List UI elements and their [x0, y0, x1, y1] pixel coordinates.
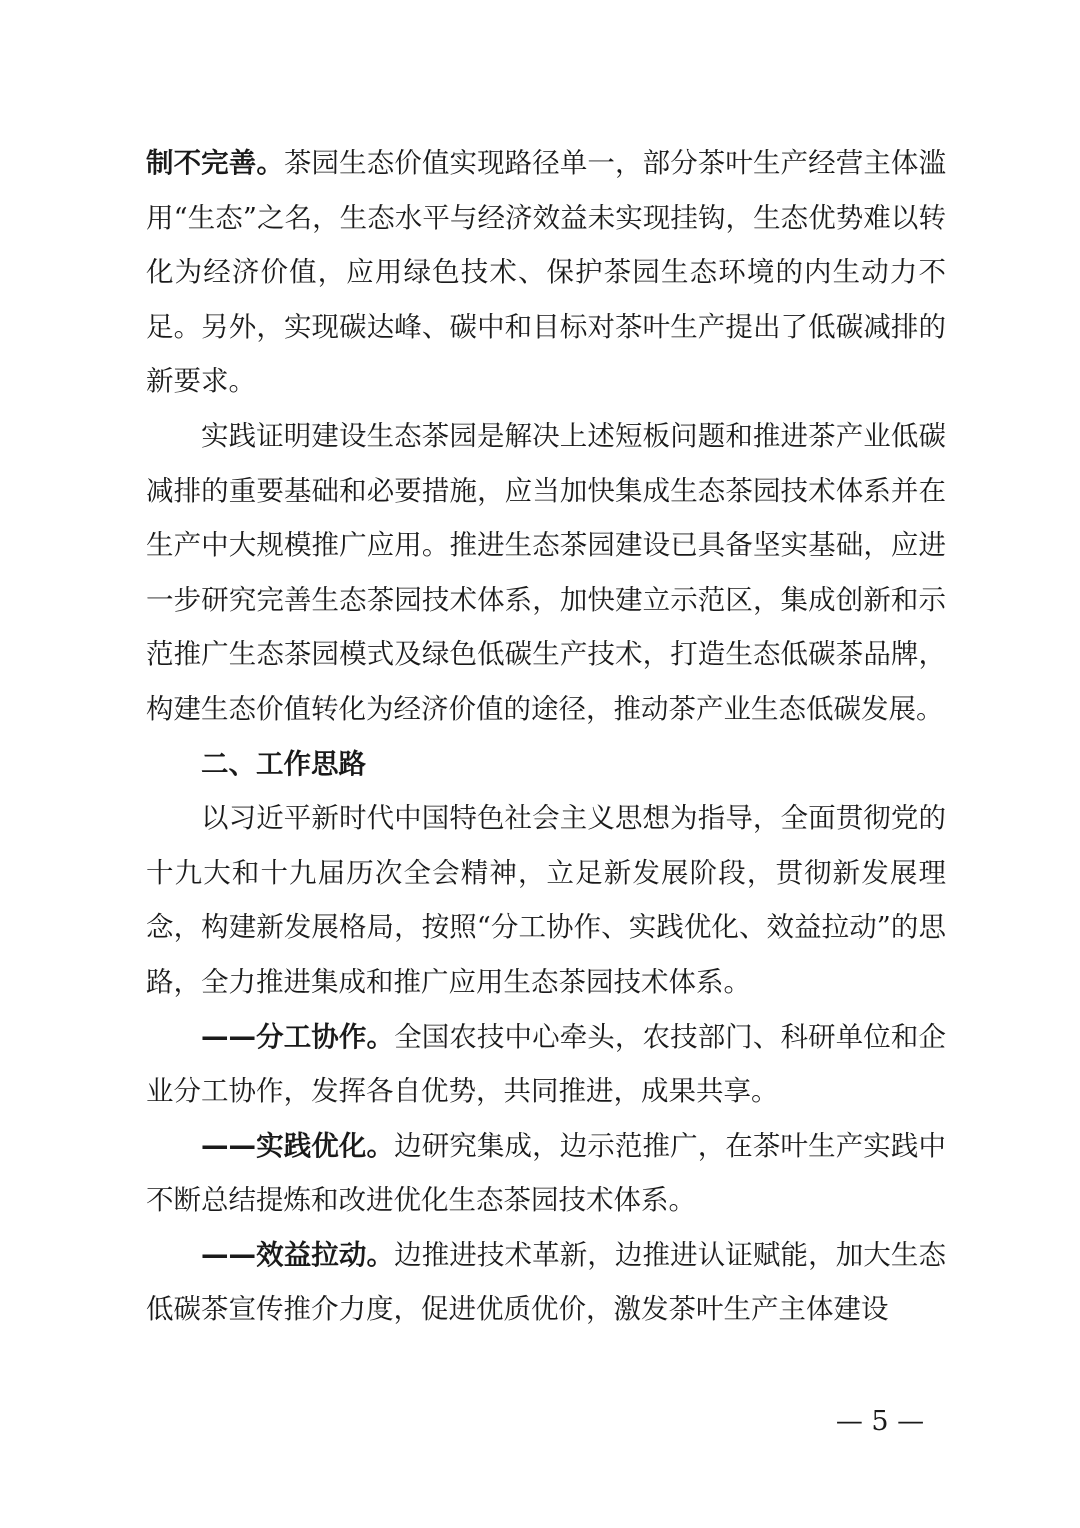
document-page [146, 136, 946, 1337]
paragraph-5 [146, 1119, 946, 1228]
page-number: — 5 — [835, 1406, 925, 1437]
paragraph-1 [146, 136, 946, 409]
section-heading: 二、工作思路 [201, 747, 366, 780]
paragraph-6-lead: ——效益拉动。 [201, 1238, 395, 1271]
paragraph-6 [146, 1228, 946, 1337]
paragraph-4-text: 全国农技中心牵头，农技部门、科研单位和企业分工协作，发挥各自优势，共同推进，成果共享。 [146, 1020, 947, 1108]
paragraph-4-lead: ——分工协作。 [201, 1020, 395, 1053]
paragraph-4 [146, 1010, 946, 1119]
paragraph-1-text: 茶园生态价值实现路径单一，部分茶叶生产经营主体滥用“生态”之名，生态水平与经济效益未实现挂钩，生态优势难以转化为经济价值，应用绿色技术、保护茶园生态环境的内生动力不足。另外，实现碳达峰、碳中和目标对茶叶生产提出了低碳减排的新要求。 [146, 147, 947, 398]
paragraph-1-lead: 制不完善。 [146, 147, 284, 179]
paragraph-5-lead: ——实践优化。 [201, 1129, 395, 1162]
paragraph-2: 实践证明建设生态茶园是解决上述短板问题和推进茶产业低碳减排的重要基础和必要措施，应当加快集成生态茶园技术体系并在生产中大规模推广应用。推进生态茶园建设已具备坚实基础，应进一步研究完善生态茶园技术体系，加快建立示范区，集成创新和示范推广生态茶园模式及绿色低碳生产技术，打造生态低碳茶品牌，构建生态价值转化为经济价值的途径，推动茶产业生态低碳发展。 [146, 419, 946, 725]
paragraph-3: 以习近平新时代中国特色社会主义思想为指导，全面贯彻党的十九大和十九届历次全会精神，立足新发展阶段，贯彻新发展理念，构建新发展格局，按照“分工协作、实践优化、效益拉动”的思路，全力推进集成和推广应用生态茶园技术体系。 [146, 802, 946, 998]
paragraph-6-text: 边推进技术革新，边推进认证赋能，加大生态低碳茶宣传推介力度，促进优质优价，激发茶叶生产主体建设 [146, 1238, 947, 1326]
paragraph-5-text: 边研究集成，边示范推广，在茶叶生产实践中不断总结提炼和改进优化生态茶园技术体系。 [146, 1129, 947, 1217]
